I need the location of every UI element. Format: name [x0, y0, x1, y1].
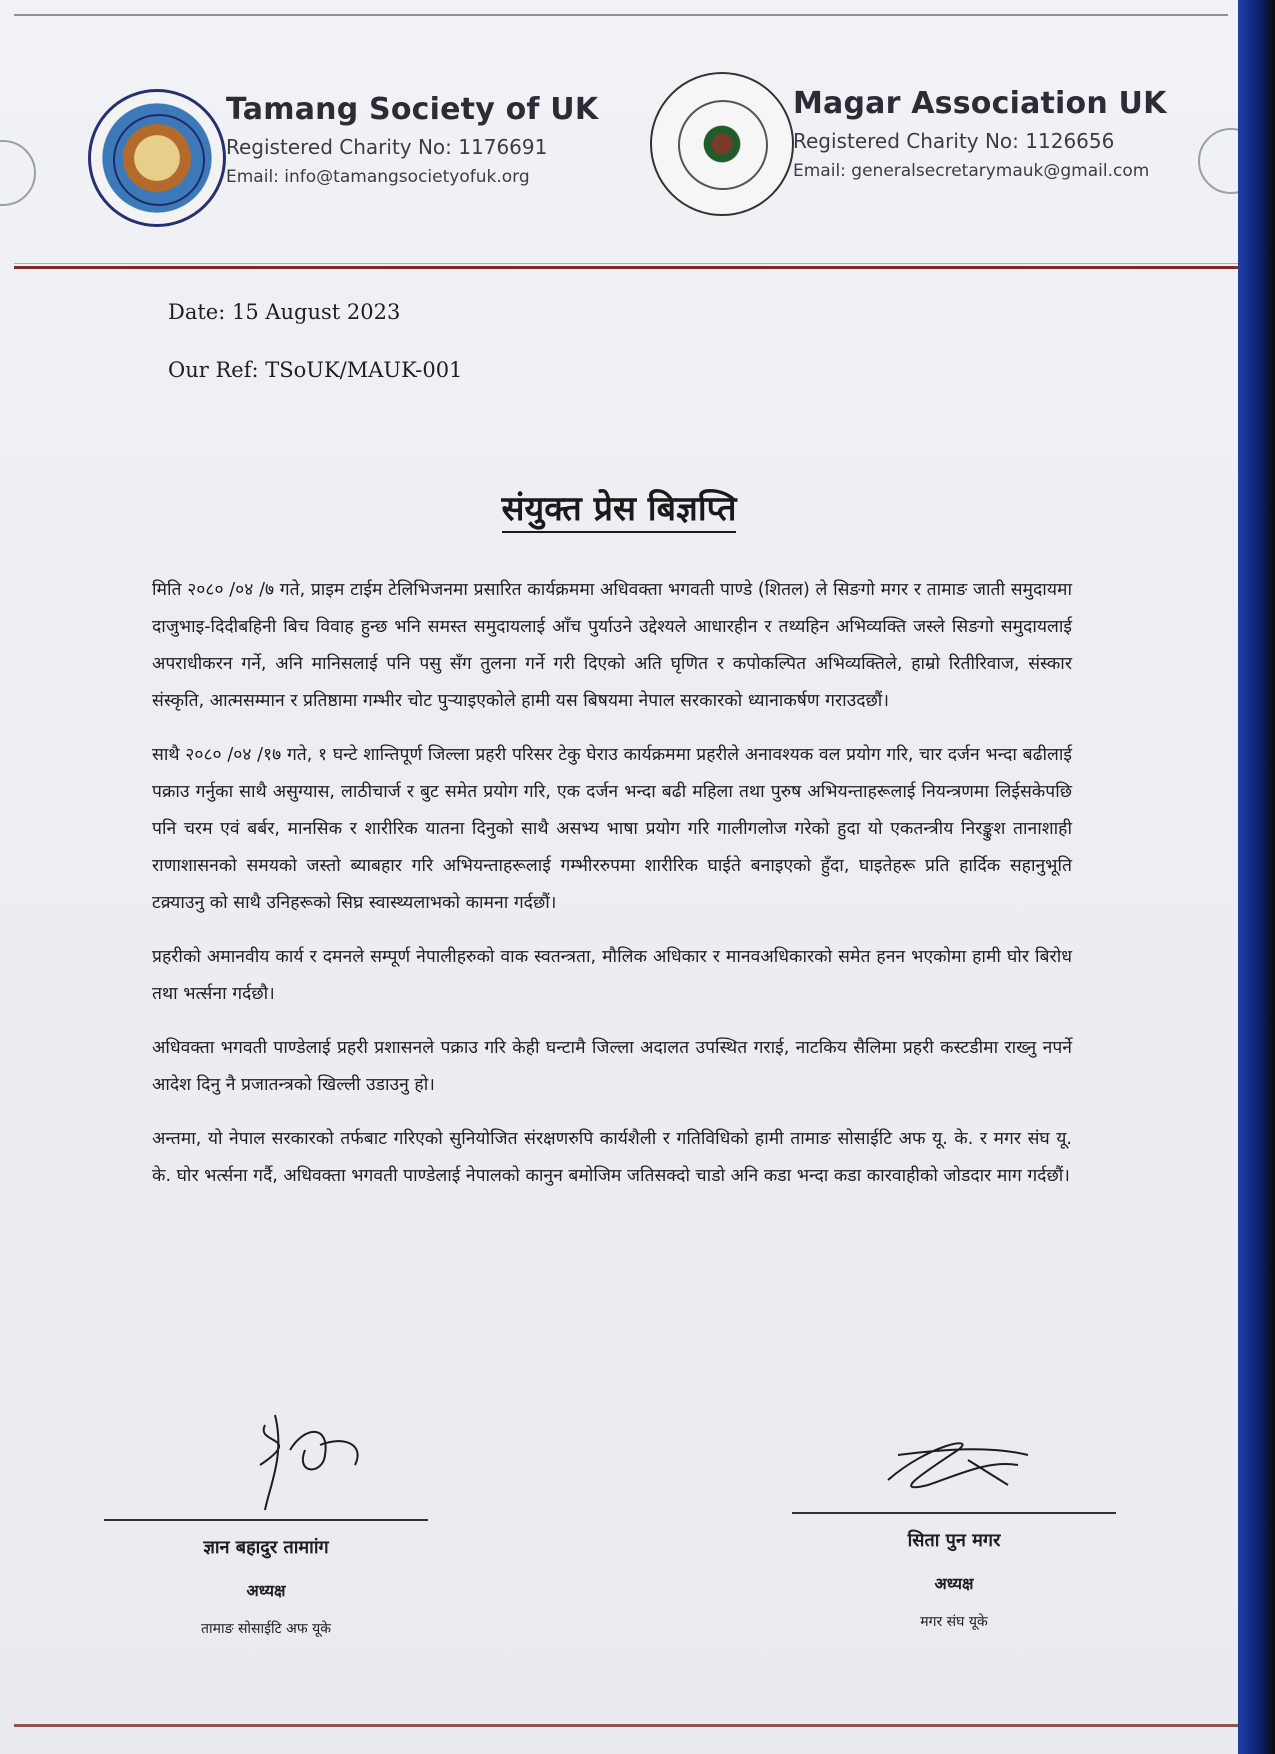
signatory-org-left: तामाङ सोसाईटि अफ यूके [201, 1621, 331, 1637]
paragraph: मिति २०८० /०४ /७ गते, प्राइम टाईम टेलिभिजनमा प्रसारित कार्यक्रममा अधिवक्ता भगवती पाण्डे (शितल) ले सिङगो मगर र तामाङ जाती समुदायमा दाजुभाइ-दिदीबहिनी बिच विवाह हुन्छ भनि समस्त समुदायलाई आँच पुर्याउने उद्देश्यले आधारहीन र तथ्यहिन अभिव्यक्ति जस्ले सिङगो समुदायलाई अपराधीकरन गर्ने, अनि मानिसलाई पनि पसु सँग तुलना गर्ने गरी दिएको अति घृणित र कपोकल्पित अभिव्यक्तिले, हाम्रो रितीरिवाज, संस्कार संस्कृति, आत्मसम्मान र प्रतिष्ठामा गम्भीर चोट पुऱ्याइएकोले हामी यस बिषयमा नेपाल सरकारको ध्यानाकर्षण गराउदछौं। [152, 580, 1072, 711]
paragraph: अधिवक्ता भगवती पाण्डेलाई प्रहरी प्रशासनले पक्राउ गरि केही घन्टामै जिल्ला अदालत उपस्थित गराई, नाटकिय सैलिमा प्रहरी कस्टडीमा राख्नु नपर्ने आदेश दिनु नै प्रजातन्त्रको खिल्ली उडाउनु हो। [152, 1038, 1072, 1095]
letter-reference: Our Ref: TSoUK/MAUK-001 [168, 358, 463, 382]
signature-block-right [792, 1512, 1116, 1631]
magar-association-logo-icon [650, 72, 794, 216]
footer-divider [14, 1724, 1242, 1727]
letter-body [152, 572, 1072, 1212]
signature-line-right [792, 1512, 1116, 1514]
signatory-role-right: अध्यक्ष [934, 1574, 974, 1593]
magar-association-header [793, 86, 1167, 181]
left-edge-decoration-icon [0, 140, 36, 206]
title-text: संयुक्त प्रेस बिज्ञप्ति [502, 489, 737, 533]
signatory-name-right: सिता पुन मगर [907, 1530, 1001, 1551]
email-left: Email: info@tamangsocietyofuk.org [226, 167, 530, 187]
letter-date: Date: 15 August 2023 [168, 300, 401, 324]
paragraph: साथै २०८० /०४ /१७ गते, १ घन्टे शान्तिपूर्ण जिल्ला प्रहरी परिसर टेकु घेराउ कार्यक्रममा प्रहरीले अनावश्यक वल प्रयोग गरि, चार दर्जन भन्दा बढीलाई पक्राउ गर्नुका साथै असुग्यास, लाठीचार्ज र बुट समेत प्रयोग गरि, एक दर्जन भन्दा बढी महिला तथा पुरुष अभियन्ताहरूलाई नियन्त्रणमा लिईसकेपछि पनि चरम एवं बर्बर, मानसिक र शारीरिक यातना दिनुको साथै असभ्य भाषा प्रयोग गरि गालीगलोज गरेको हुदा यो एकतन्त्रीय निरङ्कुश तानाशाही राणाशासनको समयको जस्तो ब्याबहार गरि अभियन्ताहरूलाई गम्भीररुपमा शारीरिक घाईते बनाइएको हुँदा, घाइतेहरू प्रति हार्दिक सहानुभूति टक्र्याउनु को साथै उनिहरूको सिघ्र स्वास्थ्यलाभको कामना गर्दछौं। [152, 745, 1072, 913]
org-name-left: Tamang Society of UK [226, 92, 599, 127]
signature-left-icon [235, 1405, 375, 1515]
charity-number-right: Registered Charity No: 1126656 [793, 129, 1115, 153]
email-right: Email: generalsecretarymauk@gmail.com [793, 161, 1150, 181]
tamang-society-header [226, 92, 598, 187]
header-divider-thin [14, 263, 1242, 264]
paragraph: प्रहरीको अमानवीय कार्य र दमनले सम्पूर्ण नेपालीहरुको वाक स्वतन्त्रता, मौलिक अधिकार र मानवअधिकारको समेत हनन भएकोमा हामी घोर बिरोध तथा भर्त्सना गर्दछौ। [152, 947, 1072, 1004]
signature-right-icon [868, 1425, 1038, 1505]
tamang-society-logo-icon [88, 89, 226, 227]
org-name-right: Magar Association UK [793, 86, 1167, 121]
header-divider [14, 266, 1242, 269]
charity-number-left: Registered Charity No: 1176691 [226, 135, 548, 159]
signatory-role-left: अध्यक्ष [246, 1581, 286, 1600]
signature-block-left [104, 1519, 428, 1638]
signature-line-left [104, 1519, 428, 1521]
signatory-org-right: मगर संघ यूके [920, 1614, 988, 1630]
signatory-name-left: ज्ञान बहादुर तामाांग [203, 1537, 329, 1558]
paragraph: अन्तमा, यो नेपाल सरकारको तर्फबाट गरिएको सुनियोजित संरक्षणरुपि कार्यशैली र गतिविधिको हामी तामाङ सोसाईटि अफ यू. के. र मगर संघ यू. के. घोर भर्त्सना गर्दै, अधिवक्ता भगवती पाण्डेलाई नेपालको कानुन बमोजिम जतिसक्दो चाडो अनि कडा भन्दा कडा कारवाहीको जोडदार माग गर्दछौं। [152, 1129, 1072, 1186]
binder-edge [1238, 0, 1275, 1754]
top-border-line [14, 14, 1228, 16]
press-release-title [0, 484, 1238, 530]
